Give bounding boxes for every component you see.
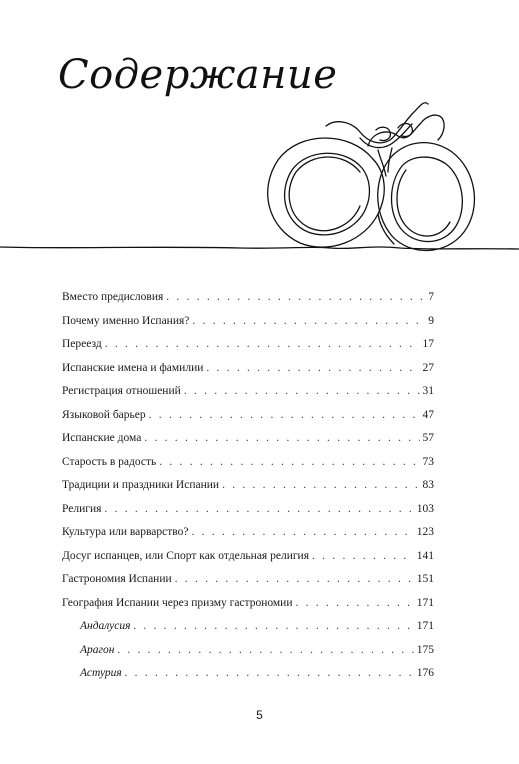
page-title: Содержание	[58, 52, 338, 98]
toc-subentry[interactable]	[62, 666, 434, 690]
toc-entry-title: Традиции и праздники Испании	[62, 479, 220, 491]
toc-entry-title: Почему именно Испания?	[62, 314, 190, 327]
toc-entry-page: 123	[416, 526, 434, 538]
toc-entry-page: 103	[416, 502, 434, 515]
dot-leader	[125, 666, 414, 680]
toc-entry[interactable]	[62, 314, 434, 338]
toc-entry-title: Языковой барьер	[62, 408, 146, 421]
toc-entry-page: 57	[422, 432, 434, 444]
toc-entry-page: 9	[428, 314, 434, 327]
toc-entry-title: Переезд	[62, 338, 102, 350]
toc-entry-title: Астурия	[80, 667, 122, 679]
toc-entry-title: География Испании через призму гастрономии	[62, 596, 293, 609]
toc-entry[interactable]	[62, 431, 434, 455]
toc-entry-page: 171	[416, 620, 434, 632]
toc-entry-page: 171	[416, 596, 434, 609]
toc-entry-page: 175	[416, 643, 434, 656]
page-number: 5	[256, 708, 263, 722]
toc-entry[interactable]	[62, 337, 434, 361]
toc-subentry[interactable]	[62, 619, 434, 643]
toc-entry-page: 31	[422, 385, 434, 397]
toc-entry[interactable]	[62, 361, 434, 385]
toc-entry[interactable]	[62, 478, 434, 502]
dot-leader	[166, 290, 425, 304]
toc-entry[interactable]	[62, 525, 434, 549]
toc-entry-title: Регистрация отношений	[62, 385, 181, 397]
toc-entry-page: 176	[416, 667, 434, 679]
dot-leader	[175, 572, 414, 586]
toc-entry[interactable]	[62, 408, 434, 432]
dot-leader	[105, 337, 420, 351]
dot-leader	[192, 314, 425, 328]
toc-entry[interactable]	[62, 549, 434, 573]
dot-leader	[184, 384, 420, 398]
toc-entry-title: Старость в радость	[62, 455, 157, 468]
toc-entry-title: Вместо предисловия	[62, 291, 164, 303]
toc-entry[interactable]	[62, 455, 434, 479]
toc-subentry[interactable]	[62, 643, 434, 667]
toc-entry[interactable]	[62, 290, 434, 314]
dot-leader	[222, 478, 419, 492]
castanets-line-drawing-icon	[0, 0, 519, 270]
toc-entry[interactable]	[62, 596, 434, 620]
toc-entry[interactable]	[62, 502, 434, 526]
toc-entry-page: 17	[422, 338, 434, 350]
toc-entry-page: 83	[422, 479, 434, 491]
dot-leader	[159, 455, 419, 469]
toc-entry-page: 151	[416, 573, 434, 585]
toc-entry-title: Досуг испанцев, или Спорт как отдельная религия	[62, 549, 310, 562]
dot-leader	[144, 431, 419, 445]
dot-leader	[191, 525, 413, 539]
dot-leader	[312, 549, 414, 563]
toc-entry-title: Арагон	[80, 643, 115, 656]
dot-leader	[149, 408, 420, 422]
dot-leader	[295, 596, 413, 610]
toc-entry-title: Культура или варварство?	[62, 526, 189, 538]
toc-entry-title: Религия	[62, 502, 102, 515]
toc-entry-page: 141	[416, 549, 434, 562]
toc-entry-page: 7	[428, 291, 434, 303]
toc-entry-page: 47	[422, 408, 434, 421]
toc-entry[interactable]	[62, 384, 434, 408]
toc-entry-page: 27	[422, 361, 434, 374]
dot-leader	[133, 619, 413, 633]
dot-leader	[117, 643, 413, 657]
dot-leader	[104, 502, 413, 516]
toc-entry[interactable]	[62, 572, 434, 596]
toc-entry-title: Гастрономия Испании	[62, 573, 172, 585]
toc-entry-title: Андалусия	[80, 620, 131, 632]
toc-entry-page: 73	[422, 455, 434, 468]
table-of-contents	[62, 290, 434, 690]
dot-leader	[206, 361, 419, 375]
toc-entry-title: Испанские имена и фамилии	[62, 361, 204, 374]
toc-entry-title: Испанские дома	[62, 432, 142, 444]
